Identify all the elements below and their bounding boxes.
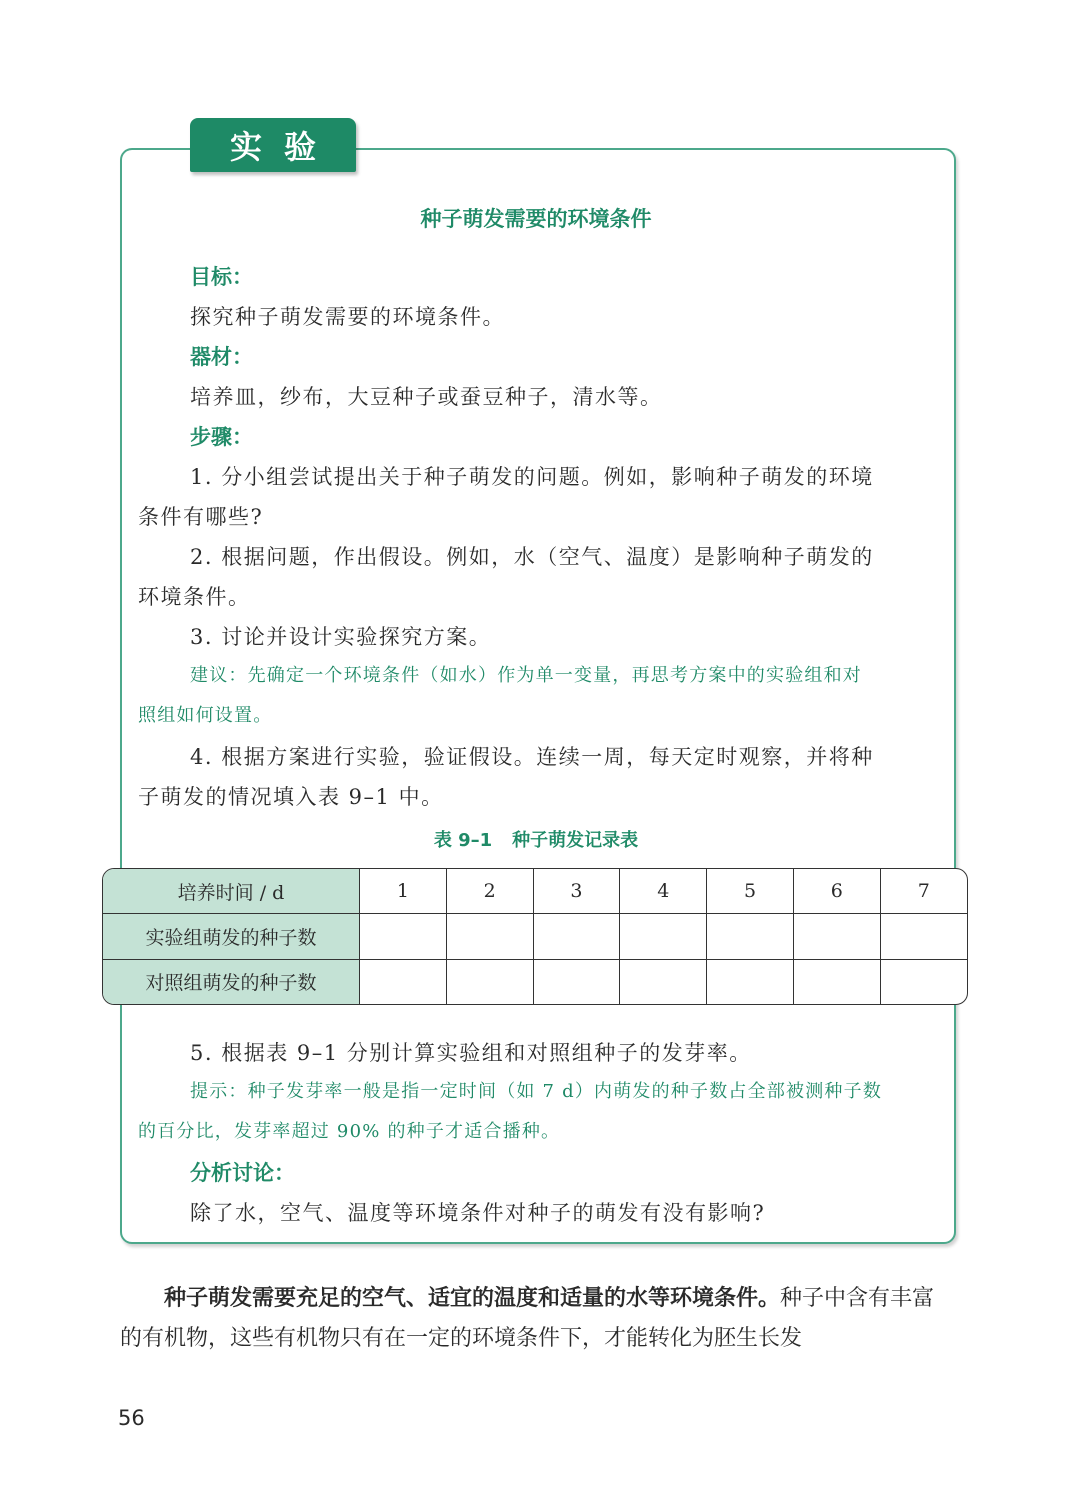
analysis-text: 除了水，空气、温度等环境条件对种子的萌发有没有影响?	[190, 1201, 766, 1225]
hint-line-2: 的百分比，发芽率超过 90% 的种子才适合播种。	[138, 1121, 561, 1142]
empty-cell	[446, 959, 533, 1004]
hint-line-1: 提示：种子发芽率一般是指一定时间（如 7 d）内萌发的种子数占全部被测种子数	[190, 1081, 883, 1102]
experiment-tab: 实验	[190, 118, 356, 172]
empty-cell	[620, 959, 707, 1004]
record-table	[103, 869, 967, 1004]
table-title: 种子萌发记录表	[512, 830, 639, 851]
day-cell: 6	[793, 869, 880, 914]
day-cell: 7	[880, 869, 967, 914]
empty-cell	[620, 914, 707, 960]
suggestion-line-1: 建议：先确定一个环境条件（如水）作为单一变量，再思考方案中的实验组和对	[190, 665, 862, 686]
table-row	[103, 914, 967, 960]
step-1-line-1: 1. 分小组尝试提出关于种子萌发的问题。例如，影响种子萌发的环境	[190, 465, 874, 489]
materials-heading: 器材：	[190, 345, 253, 369]
table-caption	[120, 826, 952, 852]
empty-cell	[707, 914, 794, 960]
empty-cell	[446, 914, 533, 960]
empty-cell	[880, 959, 967, 1004]
empty-cell	[360, 959, 447, 1004]
step-2-line-2: 环境条件。	[138, 585, 251, 609]
empty-cell	[533, 959, 620, 1004]
body-rest: 种子中含有丰富的有机物，这些有机物只有在一定的环境条件下，才能转化为胚生长发	[120, 1286, 935, 1351]
day-cell: 3	[533, 869, 620, 914]
body-bold-lead: 种子萌发需要充足的空气、适宜的温度和适量的水等环境条件。	[164, 1286, 781, 1311]
empty-cell	[707, 959, 794, 1004]
suggestion-line-2: 照组如何设置。	[138, 705, 273, 726]
table-header-row	[103, 869, 967, 914]
day-cell: 5	[707, 869, 794, 914]
row-label-control: 对照组萌发的种子数	[103, 959, 360, 1004]
step-1-line-2: 条件有哪些?	[138, 505, 264, 529]
objective-text: 探究种子萌发需要的环境条件。	[190, 305, 505, 329]
experiment-title: 种子萌发需要的环境条件	[420, 207, 652, 231]
empty-cell	[880, 914, 967, 960]
day-cell: 4	[620, 869, 707, 914]
step-4-line-2: 子萌发的情况填入表 9–1 中。	[138, 785, 444, 809]
body-paragraph	[120, 1279, 954, 1359]
day-cell: 2	[446, 869, 533, 914]
empty-cell	[360, 914, 447, 960]
table-number: 表 9–1	[433, 830, 493, 851]
objective-heading: 目标：	[190, 265, 253, 289]
row-label-experimental: 实验组萌发的种子数	[103, 914, 360, 960]
page-number: 56	[118, 1406, 145, 1430]
steps-heading: 步骤：	[190, 425, 253, 449]
step-4-line-1: 4. 根据方案进行实验，验证假设。连续一周，每天定时观察，并将种	[190, 745, 874, 769]
day-cell: 1	[360, 869, 447, 914]
empty-cell	[533, 914, 620, 960]
table-row	[103, 959, 967, 1004]
analysis-heading: 分析讨论：	[190, 1161, 295, 1185]
step-3: 3. 讨论并设计实验探究方案。	[190, 625, 492, 649]
materials-text: 培养皿，纱布，大豆种子或蚕豆种子，清水等。	[190, 385, 663, 409]
record-table-frame	[102, 868, 968, 1005]
step-5: 5. 根据表 9–1 分别计算实验组和对照组种子的发芽率。	[190, 1041, 752, 1065]
empty-cell	[793, 959, 880, 1004]
header-label-cell: 培养时间 / d	[103, 869, 360, 914]
empty-cell	[793, 914, 880, 960]
step-2-line-1: 2. 根据问题，作出假设。例如，水（空气、温度）是影响种子萌发的	[190, 545, 874, 569]
